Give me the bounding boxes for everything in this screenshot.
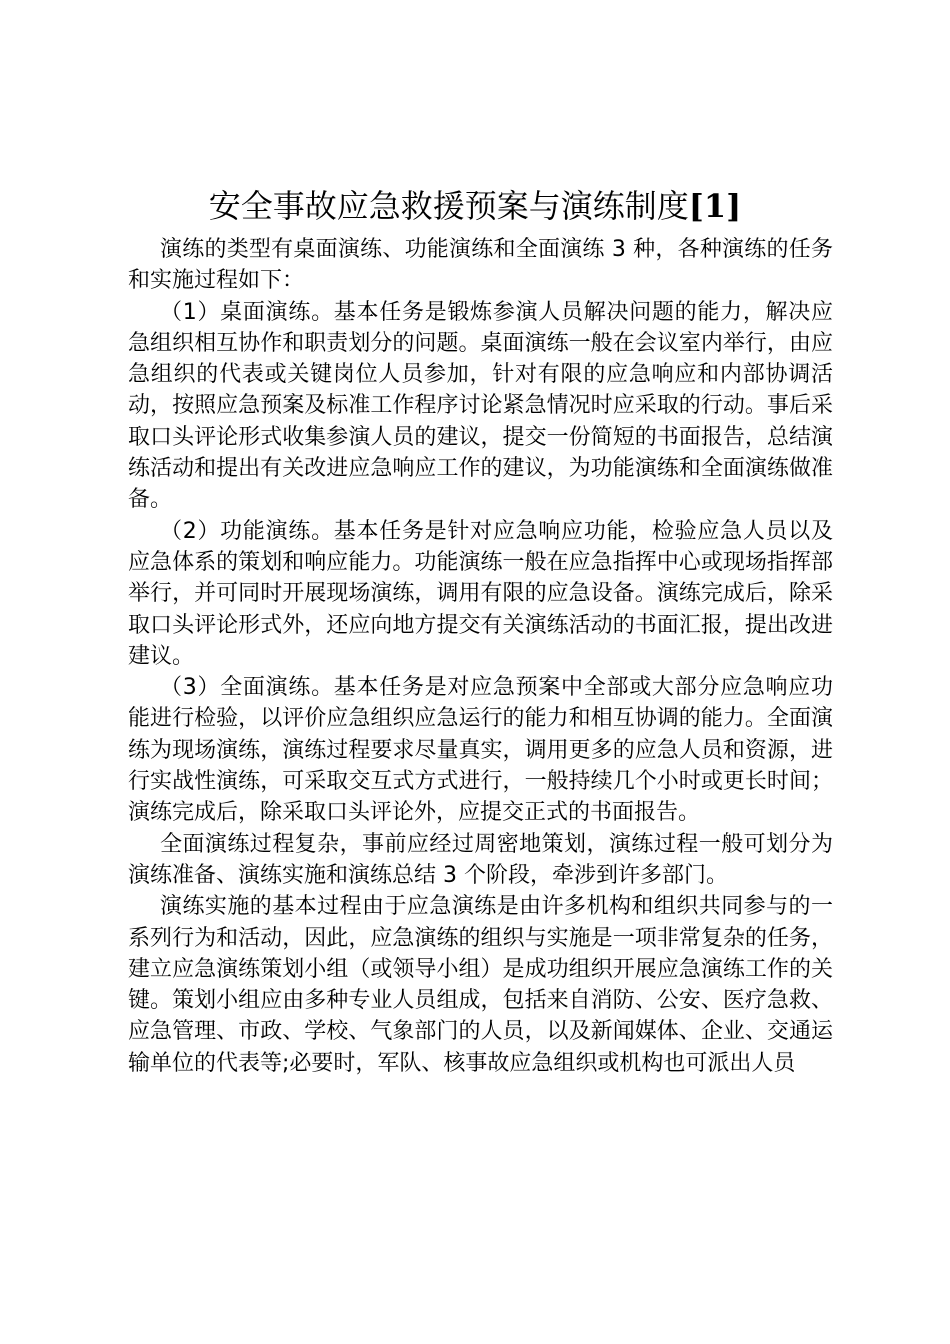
title-reference: [1]	[688, 187, 742, 225]
document-body	[128, 234, 833, 1079]
paragraph-drill-phases: 全面演练过程复杂，事前应经过周密地策划，演练过程一般可划分为演练准备、演练实施和演练总结 3 个阶段，牵涉到许多部门。	[128, 831, 833, 888]
paragraph-functional-drill: （2）功能演练。基本任务是针对应急响应功能，检验应急人员以及应急体系的策划和响应能力。功能演练一般在应急指挥中心或现场指挥部举行，并可同时开展现场演练，调用有限的应急设备。演练完成后，除采取口头评论形式外，还应向地方提交有关演练活动的书面汇报，提出改进建议。	[128, 518, 833, 669]
paragraph-full-scale-drill: （3）全面演练。基本任务是对应急预案中全部或大部分应急响应功能进行检验，以评价应急组织应急运行的能力和相互协调的能力。全面演练为现场演练，演练过程要求尽量真实，调用更多的应急人员和资源，进行实战性演练，可采取交互式方式进行，一般持续几个小时或更长时间；演练完成后，除采取口头评论外，应提交正式的书面报告。	[128, 675, 833, 826]
document-title	[0, 182, 950, 230]
paragraph-drill-implementation: 演练实施的基本过程由于应急演练是由许多机构和组织共同参与的一系列行为和活动，因此，应急演练的组织与实施是一项非常复杂的任务，建立应急演练策划小组（或领导小组）是成功组织开展应急演练工作的关键。策划小组应由多种专业人员组成，包括来自消防、公安、医疗急救、应急管理、市政、学校、气象部门的人员，以及新闻媒体、企业、交通运输单位的代表等;必要时，军队、核事故应急组织或机构也可派出人员	[128, 894, 833, 1076]
paragraph-intro: 演练的类型有桌面演练、功能演练和全面演练 3 种，各种演练的任务和实施过程如下：	[128, 237, 833, 294]
title-text: 安全事故应急救援预案与演练制度	[208, 187, 689, 225]
paragraph-tabletop-drill: （1）桌面演练。基本任务是锻炼参演人员解决问题的能力，解决应急组织相互协作和职责划分的问题。桌面演练一般在会议室内举行，由应急组织的代表或关键岗位人员参加，针对有限的应急响应和内部协调活动，按照应急预案及标准工作程序讨论紧急情况时应采取的行动。事后采取口头评论形式收集参演人员的建议，提交一份简短的书面报告，总结演练活动和提出有关改进应急响应工作的建议，为功能演练和全面演练做准备。	[128, 299, 833, 513]
